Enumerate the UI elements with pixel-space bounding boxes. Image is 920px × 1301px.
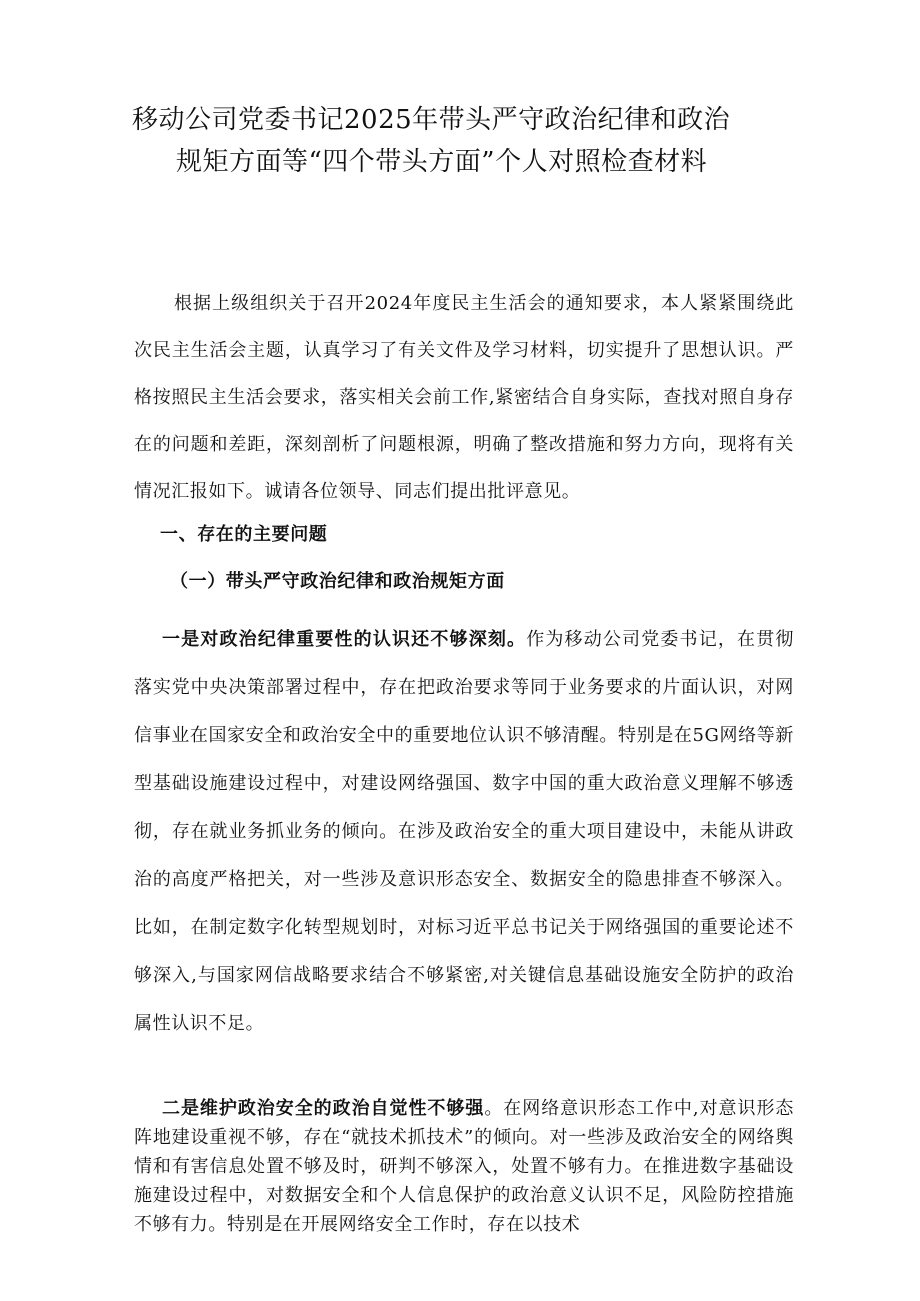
intro-paragraph: 根据上级组织关于召开2024年度民主生活会的通知要求，本人紧紧围绕此次民主生活会主题，认真学习了有关文件及学习材料，切实提升了思想认识。严格按照民主生活会要求，落实相关会前工作,紧密结合自身实际，查找对照自身存在的问题和差距，深刻剖析了问题根源，明确了整改措施和努力方向，现将有关情况汇报如下。诚请各位领导、同志们提出批评意见。 [134, 293, 794, 502]
subsection-heading: （一）带头严守政治纪律和政治规矩方面 [170, 571, 505, 592]
document-title-line-2: 规矩方面等“四个带头方面”个人对照检查材料 [176, 147, 708, 177]
point-one-body: 作为移动公司党委书记，在贯彻落实党中央决策部署过程中，存在把政治要求等同于业务要求的片面认识，对网信事业在国家安全和政治安全中的重要地位认识不够清醒。特别是在5G网络等新型基础设施建设过程中，对建设网络强国、数字中国的重大政治意义理解不够透彻，存在就业务抓业务的倾向。在涉及政治安全的重大项目建设中，未能从讲政治的高度严格把关，对一些涉及意识形态安全、数据安全的隐患排查不够深入。比如，在制定数字化转型规划时，对标习近平总书记关于网络强国的重要论述不够深入,与国家网信战略要求结合不够紧密,对关键信息基础设施安全防护的政治属性认识不足。 [134, 629, 794, 1034]
document-title-line-1: 移动公司党委书记2025年带头严守政治纪律和政治 [132, 105, 731, 135]
point-two-paragraph [134, 1094, 794, 1239]
point-two-body: 。在网络意识形态工作中,对意识形态阵地建设重视不够，存在“就技术抓技术”的倾向。对一些涉及政治安全的网络舆情和有害信息处置不够及时，研判不够深入，处置不够有力。在推进数字基础设施建设过程中，对数据安全和个人信息保护的政治意义认识不足，风险防控措施不够有力。特别是在开展网络安全工作时，存在以技术 [134, 1098, 795, 1235]
point-one-lead: 一是对政治纪律重要性的认识还不够深刻。 [162, 629, 527, 650]
point-one-paragraph [134, 616, 794, 1048]
section-heading: 一、存在的主要问题 [160, 524, 328, 545]
point-two-lead: 二是维护政治安全的政治自觉性不够强 [162, 1098, 485, 1119]
